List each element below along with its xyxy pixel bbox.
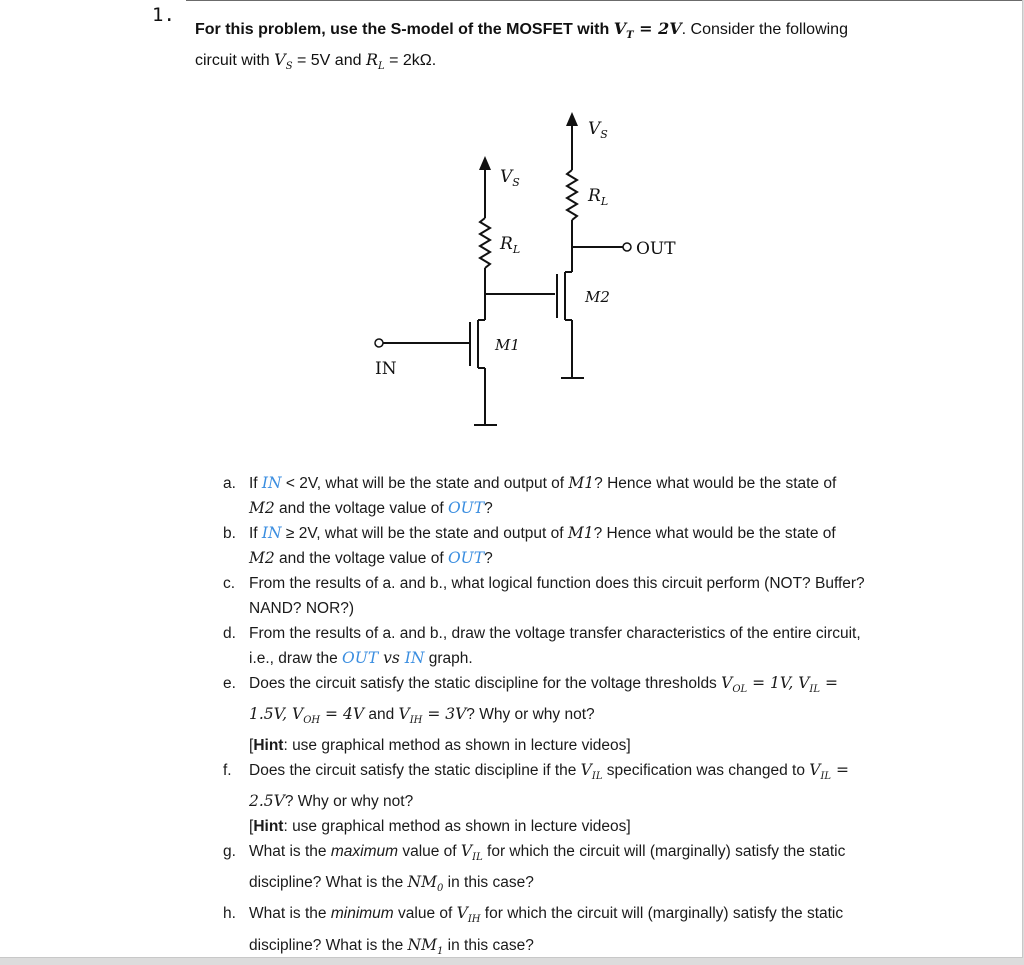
rl-value: = 2kΩ.	[384, 52, 437, 70]
circuit-diagram	[0, 0, 1022, 460]
rl1-label: $R_L$	[500, 234, 521, 256]
hint-label: Hint	[253, 818, 284, 836]
question-c: c. From the results of a. and b., what logical function does this circuit perform (NOT? Buffer? NAND? NOR?)	[215, 571, 865, 621]
rl-symbol: $R_L$	[365, 50, 385, 73]
out-label: OUT	[636, 239, 676, 259]
intro-bold-text: For this problem, use the S-model of the MOSFET with	[195, 21, 614, 38]
m1-label: M1	[495, 336, 520, 354]
question-list	[215, 471, 865, 964]
question-letter: a.	[223, 475, 236, 492]
in-label: IN	[375, 359, 397, 379]
question-d: d. From the results of a. and b., draw the voltage transfer characteristics of the entire circuit, i.e., draw the OUT vs IN graph.	[215, 621, 865, 671]
rl2-resistor	[567, 170, 577, 220]
question-g: g. What is the maximum value of $V_{IL}$ for which the circuit will (marginally) satisfy the static discipline? What is the $NM_0$ in this case?	[215, 839, 865, 901]
question-letter: d.	[223, 625, 236, 642]
question-letter: e.	[223, 675, 236, 692]
vt-value: = 2V	[633, 19, 682, 38]
question-letter: b.	[223, 525, 236, 542]
rl2-label: $R_L$	[588, 186, 609, 208]
vs1-label: $V_S$	[500, 167, 520, 189]
hint-label: Hint	[253, 737, 284, 755]
rl1-resistor	[480, 218, 490, 268]
question-e: e. Does the circuit satisfy the static discipline for the voltage thresholds $V_{OL} = 1V$, $V_{IL} = 1.5V$, $V_{OH} = 4V$ and $V_{IH} = 3V$? Why or why not? [Hint: use graphical method as shown in lecture videos]	[215, 671, 865, 758]
question-f: f. Does the circuit satisfy the static discipline if the $V_{IL}$ specification was changed to $V_{IL} = 2.5V$? Why or why not? [Hint: use graphical method as shown in lecture videos]	[215, 758, 865, 839]
question-letter: h.	[223, 905, 236, 923]
problem-number: 1.	[152, 4, 175, 26]
question-letter: c.	[223, 575, 236, 592]
in-terminal	[375, 339, 383, 347]
intro-line1-rest: . Consider the following	[681, 21, 848, 38]
question-b: b. If IN ≥ 2V, what will be the state and output of M1? Hence what would be the state of M2 and the voltage value of OUT?	[215, 521, 865, 571]
intro-line2-pre: circuit with	[195, 52, 275, 70]
vs1-arrow-icon	[479, 156, 491, 170]
vs2-arrow-icon	[566, 112, 578, 126]
out-terminal	[623, 243, 631, 251]
vs2-label: $V_S$	[588, 119, 608, 141]
intro-and: and	[330, 52, 366, 70]
vs-value: = 5V	[292, 52, 331, 70]
question-h: h. What is the minimum value of $V_{IH}$ for which the circuit will (marginally) satisfy the static discipline? What is the $NM_1$ in this case?	[215, 901, 865, 963]
question-a: a. If IN < 2V, what will be the state and output of M1? Hence what would be the state of M2 and the voltage value of OUT?	[215, 471, 865, 521]
vs-symbol: $V_S$	[274, 50, 293, 73]
m2-label: M2	[585, 288, 610, 306]
question-letter: f.	[223, 762, 232, 780]
question-letter: g.	[223, 843, 236, 861]
vt-symbol: $V_T$	[613, 19, 634, 42]
